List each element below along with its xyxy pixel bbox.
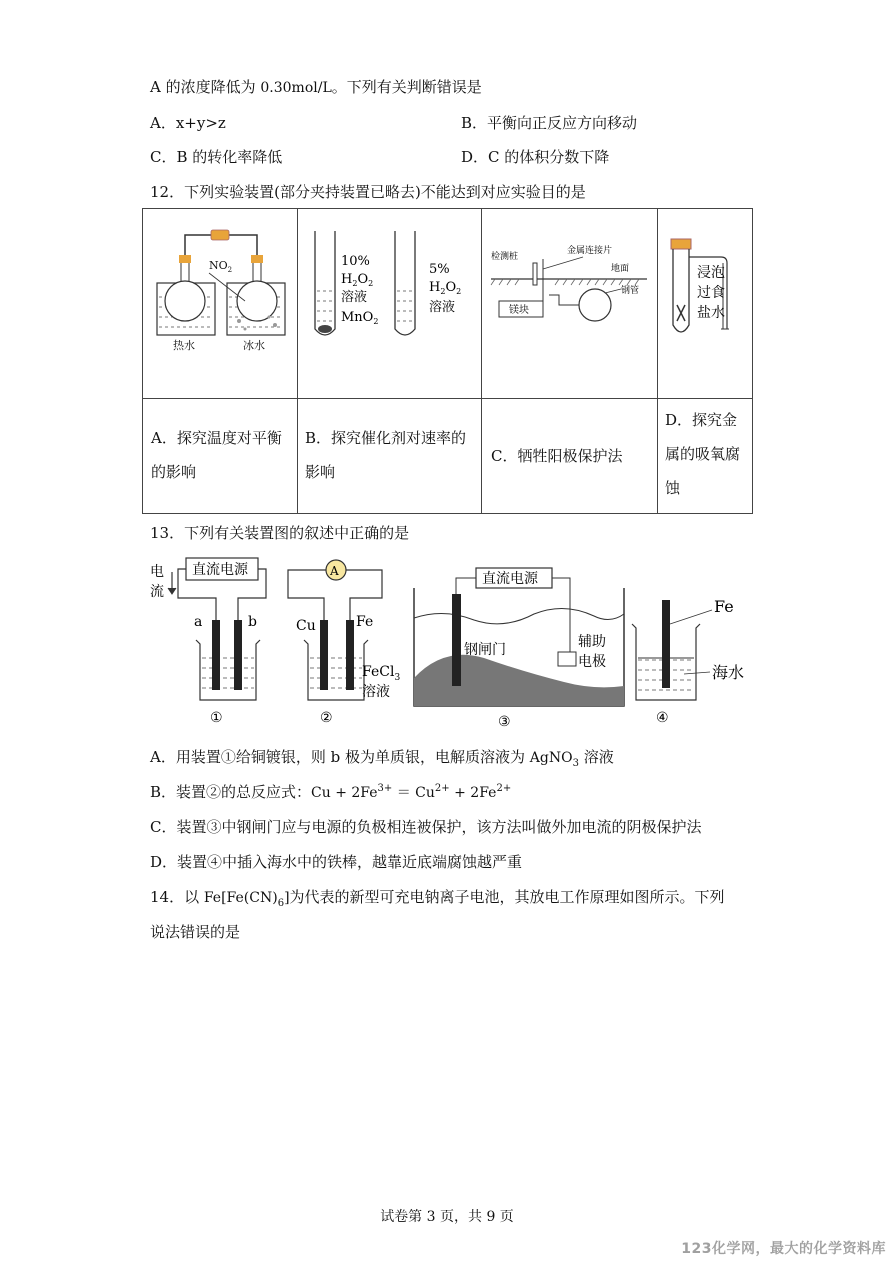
svg-text:冰水: 冰水 [243, 339, 265, 352]
svg-text:地面: 地面 [611, 264, 630, 274]
no2-label: $NO_2$ [209, 259, 233, 274]
q12-table [142, 208, 753, 514]
q12-figure-c [487, 239, 655, 339]
q13-figure-4 [632, 597, 744, 726]
svg-text:流: 流 [150, 584, 164, 600]
svg-text:过食: 过食 [697, 285, 725, 301]
svg-text:④: ④ [656, 710, 669, 726]
svg-text:海水: 海水 [712, 663, 745, 682]
svg-text:电极: 电极 [578, 654, 606, 670]
svg-text:b: b [248, 614, 257, 630]
svg-text:a: a [194, 614, 203, 630]
svg-text:钢闸门: 钢闸门 [464, 642, 506, 658]
q13-stem: 13．下列有关装置图的叙述中正确的是 [150, 524, 410, 542]
q13-option-a: A．用装置①给铜镀银，则 b 极为单质银，电解质溶液为 AgNO$_3$ 溶液 [150, 748, 614, 769]
svg-text:Cu: Cu [296, 618, 316, 634]
q14-stem-line1: 14．以 $Fe[Fe(CN)_6]$为代表的新型可充电钠离子电池，其放电工作原理如图所示。下列 [150, 888, 725, 909]
q12-figure-b [303, 225, 477, 355]
q12-stem: 12．下列实验装置(部分夹持装置已略去)不能达到对应实验目的是 [150, 183, 586, 201]
q12-cell-b: B．探究催化剂对速率的影响 [305, 429, 467, 481]
svg-text:热水: 热水 [173, 339, 195, 352]
svg-text:辅助: 辅助 [578, 634, 606, 650]
svg-text:Fe: Fe [356, 614, 374, 630]
svg-text:FeCl3: FeCl$_3$ [362, 664, 401, 683]
svg-text:钢管: 钢管 [621, 286, 640, 296]
q13-option-d: D．装置④中插入海水中的铁棒，越靠近底端腐蚀越严重 [150, 853, 523, 871]
svg-text:溶液: 溶液 [429, 300, 456, 315]
q13-option-c: C．装置③中钢闸门应与电源的负极相连被保护，该方法叫做外加电流的阴极保护法 [150, 818, 702, 836]
q14-stem-line2: 说法错误的是 [150, 923, 241, 941]
q12-figure-d [663, 219, 749, 349]
svg-text:Fe: Fe [714, 597, 734, 616]
q12-figure-a [149, 217, 293, 357]
svg-text:10%: 10% [341, 254, 370, 269]
q12-cell-c: C．牺牲阳极保护法 [491, 447, 623, 465]
q13-option-b: B．装置②的总反应式：$Cu + 2Fe^{3+} = Cu^{2+} + 2Fe^{2+}$ [150, 783, 512, 801]
svg-text:溶液: 溶液 [341, 290, 368, 305]
q11-stem-tail: A 的浓度降低为 0.30mol/L。下列有关判断错误是 [150, 78, 482, 96]
svg-text:5%: 5% [429, 262, 450, 277]
q13-figure-1 [150, 558, 266, 726]
q11-option-b: B．平衡向正反应方向移动 [461, 114, 638, 132]
svg-text:②: ② [320, 710, 333, 726]
q11-option-d: D．C 的体积分数下降 [461, 148, 610, 166]
svg-text:③: ③ [498, 714, 511, 730]
svg-text:镁块: 镁块 [509, 305, 529, 316]
q12-cell-d: D．探究金属的吸氧腐蚀 [665, 411, 741, 497]
svg-text:直流电源: 直流电源 [192, 562, 248, 578]
svg-text:H2O2: $H_2O_2$ [341, 272, 374, 288]
svg-text:电: 电 [150, 564, 164, 580]
watermark: 123化学网，最大的化学资料库 [681, 1241, 886, 1257]
q13-figures [144, 554, 760, 734]
q13-figure-2 [288, 560, 400, 726]
svg-text:A: A [330, 564, 339, 578]
svg-text:浸泡: 浸泡 [697, 265, 725, 281]
svg-text:H2O2: $H_2O_2$ [429, 280, 462, 296]
page-footer: 试卷第 3 页，共 9 页 [380, 1209, 514, 1225]
svg-text:溶液: 溶液 [362, 684, 390, 700]
svg-text:直流电源: 直流电源 [482, 571, 538, 587]
q11-option-a: A．x+y>z [150, 114, 226, 132]
svg-text:检测桩: 检测桩 [491, 252, 519, 262]
q11-option-c: C．B 的转化率降低 [150, 148, 283, 166]
svg-text:①: ① [210, 710, 223, 726]
q12-cell-a: A．探究温度对平衡的影响 [151, 429, 282, 481]
svg-text:金属连接片: 金属连接片 [567, 246, 613, 256]
svg-text:MnO2: MnO$_2$ [341, 310, 379, 326]
svg-text:盐水: 盐水 [697, 305, 725, 321]
q13-figure-3 [414, 568, 624, 730]
